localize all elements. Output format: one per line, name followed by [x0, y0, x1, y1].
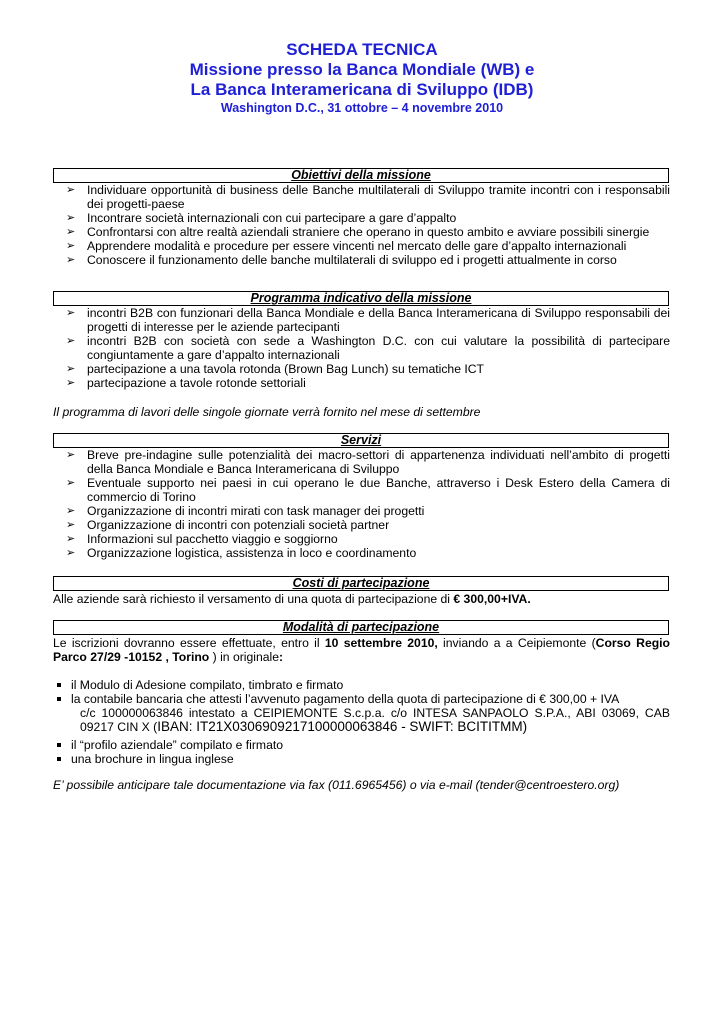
section-heading-modalita: Modalità di partecipazione	[53, 620, 669, 635]
square-bullet-icon	[57, 757, 61, 761]
modalita-intro: Le iscrizioni dovranno essere effettuate, entro il 10 settembre 2010, inviando a a Ceipiemonte (Corso Regio Parco 27/29 -10152 , Torino ) in originale:	[53, 636, 670, 664]
ceipiemonte-address: Corso Regio Parco 27/29 -10152 , Torino	[53, 636, 670, 664]
arrow-bullet-icon: ➢	[66, 377, 76, 389]
list-item: ➢ Conoscere il funzionamento delle banche multilaterali di sviluppo ed i progetti attualmente in corso	[66, 253, 617, 267]
list-item: ➢ Organizzazione di incontri con potenziali società partner	[66, 518, 390, 532]
programma-note: Il programma di lavori delle singole giornate verrà fornito nel mese di settembre	[53, 405, 481, 419]
list-item: ➢ Eventuale supporto nei paesi in cui operano le due Banche, attraverso i Desk Estero della Camera di commercio di Torino	[66, 476, 670, 504]
list-item: ➢ incontri B2B con società con sede a Washington D.C. con cui valutare la possibilità di partecipare congiuntamente a gare d’appalto internazionali	[66, 334, 670, 362]
arrow-bullet-icon: ➢	[66, 240, 76, 252]
arrow-bullet-icon: ➢	[66, 254, 76, 266]
section-heading-costi: Costi di partecipazione	[53, 576, 669, 591]
deadline-date: 10 settembre 2010,	[324, 636, 438, 650]
servizi-list	[53, 448, 670, 560]
list-item: il Modulo di Adesione compilato, timbrato e firmato	[53, 678, 670, 692]
mission-title-line1: Missione presso la Banca Mondiale (WB) e	[189, 60, 535, 79]
section-heading-programma: Programma indicativo della missione	[53, 291, 669, 306]
list-item: ➢ Organizzazione di incontri mirati con task manager dei progetti	[66, 504, 425, 518]
section-heading-servizi: Servizi	[53, 433, 669, 448]
arrow-bullet-icon: ➢	[66, 363, 76, 375]
iban-swift: IBAN: IT21X0306909217100000063846 - SWIFT: BCITITMM)	[157, 719, 528, 734]
document-title: SCHEDA TECNICA	[286, 40, 438, 59]
arrow-bullet-icon: ➢	[66, 226, 76, 238]
section-heading-obiettivi: Obiettivi della missione	[53, 168, 669, 183]
arrow-bullet-icon: ➢	[66, 212, 76, 224]
documenti-list-continued	[53, 738, 670, 766]
arrow-bullet-icon: ➢	[66, 477, 76, 489]
arrow-bullet-icon: ➢	[66, 505, 76, 517]
list-item: ➢ Apprendere modalità e procedure per essere vincenti nel mercato delle gare d’appalto internazionali	[66, 239, 627, 253]
arrow-bullet-icon: ➢	[66, 519, 76, 531]
costi-text: Alle aziende sarà richiesto il versamento di una quota di partecipazione di € 300,00+IVA.	[53, 592, 531, 606]
list-item: ➢ partecipazione a una tavola rotonda (Brown Bag Lunch) su tematiche ICT	[66, 362, 484, 376]
list-item: ➢ Confrontarsi con altre realtà aziendali straniere che operano in questo ambito e avviare possibili sinergie	[66, 225, 650, 239]
arrow-bullet-icon: ➢	[66, 449, 76, 461]
document-header	[0, 40, 724, 116]
arrow-bullet-icon: ➢	[66, 184, 76, 196]
square-bullet-icon	[57, 683, 61, 687]
list-item: ➢ incontri B2B con funzionari della Banca Mondiale e della Banca Interamericana di Sviluppo responsabili dei progetti di interesse per le aziende partecipanti	[66, 306, 670, 334]
costi-amount: € 300,00+IVA.	[453, 592, 531, 606]
mission-title-line2: La Banca Interamericana di Sviluppo (IDB)	[190, 80, 534, 99]
list-item: una brochure in lingua inglese	[53, 752, 670, 766]
documenti-list	[53, 678, 670, 706]
list-item: ➢ partecipazione a tavole rotonde settoriali	[66, 376, 306, 390]
square-bullet-icon	[57, 697, 61, 701]
list-item: ➢ Organizzazione logistica, assistenza in loco e coordinamento	[66, 546, 417, 560]
arrow-bullet-icon: ➢	[66, 533, 76, 545]
arrow-bullet-icon: ➢	[66, 547, 76, 559]
bank-details: c/c 100000063846 intestato a CEIPIEMONTE S.c.p.a. c/o INTESA SANPAOLO S.P.A., ABI 03069, CAB 09217 CIN X (IBAN: IT21X0306909217100000063846 - SWIFT: BCITITMM)	[80, 706, 670, 734]
programma-list	[53, 306, 670, 390]
list-item: ➢ Informazioni sul pacchetto viaggio e soggiorno	[66, 532, 338, 546]
list-item: ➢ Individuare opportunità di business delle Banche multilaterali di Sviluppo tramite incontri con i responsabili dei progetti-paese	[66, 183, 670, 211]
square-bullet-icon	[57, 743, 61, 747]
list-item: ➢ Breve pre-indagine sulle potenzialità dei macro-settori di appartenenza individuati nell’ambito di progetti della Banca Mondiale e Banca Interamericana di Sviluppo	[66, 448, 670, 476]
arrow-bullet-icon: ➢	[66, 307, 76, 319]
list-item: ➢ Incontrare società internazionali con cui partecipare a gare d’appalto	[66, 211, 457, 225]
arrow-bullet-icon: ➢	[66, 335, 76, 347]
footer-note: E’ possibile anticipare tale documentazione via fax (011.6965456) o via e-mail (tender@centroestero.org)	[53, 778, 620, 792]
list-item: la contabile bancaria che attesti l’avvenuto pagamento della quota di partecipazione di € 300,00 + IVA	[53, 692, 670, 706]
obiettivi-list	[53, 183, 670, 267]
mission-date-place: Washington D.C., 31 ottobre – 4 novembre 2010	[220, 101, 504, 115]
list-item: il “profilo aziendale” compilato e firmato	[53, 738, 670, 752]
